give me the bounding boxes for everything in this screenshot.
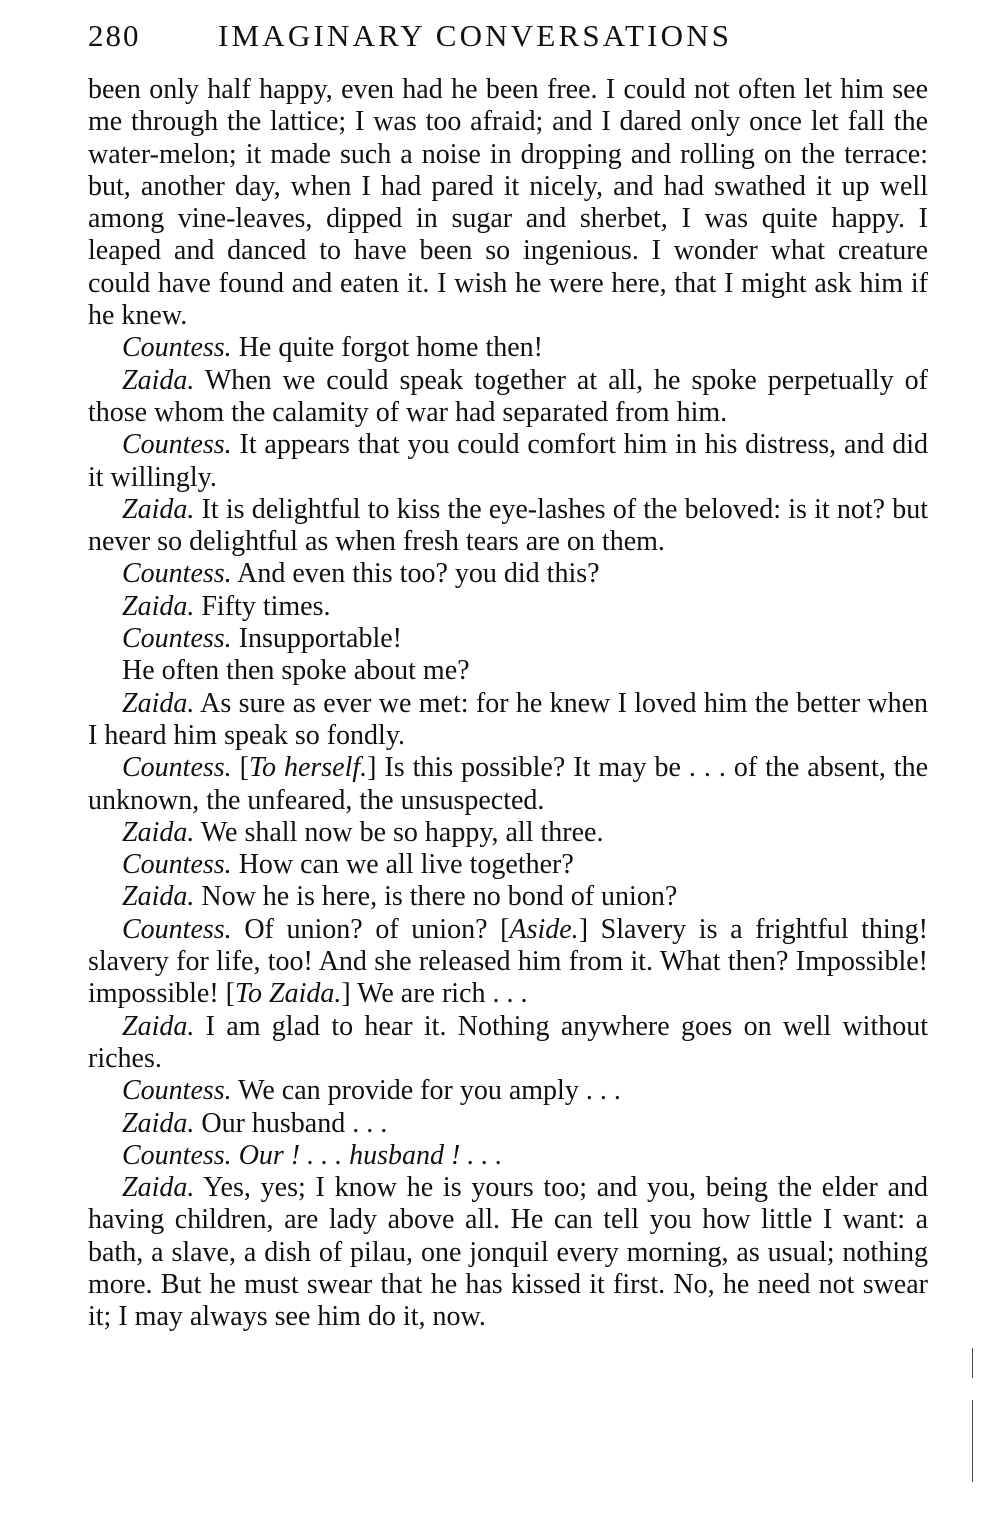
dialogue-line: [88, 655, 928, 687]
dialogue-line: [88, 494, 928, 559]
speech-text: I am glad to hear it. Nothing anywhere goes on well without riches.: [88, 1010, 928, 1074]
stage-direction: To herself.: [248, 752, 368, 784]
speaker-name: Countess.: [122, 623, 232, 655]
paragraph-continuation: [88, 74, 928, 332]
speech-text: Of union? of union? [: [231, 913, 510, 945]
speech-text: When we could speak together at all, he spoke perpetually of those whom the calamity of war had separated from him.: [88, 364, 928, 428]
speech-text: He quite forgot home then!: [231, 332, 543, 364]
dialogue-line: [88, 332, 928, 364]
speech-text: As sure as ever we met: for he knew I loved him the better when I heard him speak so fondly.: [88, 687, 928, 751]
speaker-name: Zaida.: [122, 1107, 195, 1139]
dialogue-line: [88, 429, 928, 494]
speech-text: Now he is here, is there no bond of union?: [194, 881, 678, 913]
dialogue-line: [88, 1108, 928, 1140]
speech-text: Our husband . . .: [194, 1107, 388, 1139]
dialogue-line: [88, 688, 928, 753]
page-number: 280: [88, 18, 141, 53]
speaker-name: Countess.: [122, 752, 232, 784]
speaker-name: Countess.: [122, 1139, 232, 1171]
dialogue-line: [88, 1140, 928, 1172]
dialogue-line: [88, 849, 928, 881]
speaker-name: Countess.: [122, 429, 232, 461]
paragraph-text: been only half happy, even had he been free. I could not often let him see me through the lattice; I was too afraid; and I dared only once let fall the water-melon; it made such a noise in dropping and rolling on the terrace: but, another day, when I had pared it nicely, and had swathed it up well among vine-leaves, dipped in sugar and sherbet, I was quite happy. I leaped and danced to have been so ingenious. I wonder what creature could have found and eaten it. I wish he were here, that I might ask him if he knew.: [88, 74, 928, 332]
speaker-name: Countess.: [122, 1075, 232, 1107]
dialogue-line: [88, 623, 928, 655]
speaker-name: Zaida.: [122, 1172, 195, 1204]
running-title: IMAGINARY CONVERSATIONS: [218, 18, 733, 53]
emphasized-speech: Our ! . . . husband ! . . .: [231, 1139, 503, 1171]
speech-text: We shall now be so happy, all three.: [194, 816, 604, 848]
speech-text: It appears that you could comfort him in his distress, and did it willingly.: [88, 429, 928, 493]
speech-text: How can we all live together?: [231, 849, 574, 881]
speaker-name: Zaida.: [122, 590, 195, 622]
dialogue-line: [88, 1011, 928, 1076]
speech-text: ] Is this possible? It may be . . . of the absent, the unknown, the unfeared, the unsuspected.: [88, 752, 928, 816]
speaker-name: Zaida.: [122, 364, 195, 396]
dialogue-line: [88, 1075, 928, 1107]
speech-text: Yes, yes; I know he is yours too; and you, being the elder and having children, are lady above all. He can tell you how little I want: a bath, a slave, a dish of pilau, one jonquil every morning, as usual; nothing more. But he must swear that he has kissed it first. No, he need not swear it; I may always see him do it, now.: [88, 1172, 928, 1333]
speech-text: ] We are rich . . .: [341, 978, 528, 1010]
speech-text: He often then spoke about me?: [122, 655, 470, 687]
speaker-name: Zaida.: [122, 881, 195, 913]
speaker-name: Countess.: [122, 558, 232, 590]
dialogue-line: [88, 558, 928, 590]
speech-text: Insupportable!: [231, 623, 402, 655]
speaker-name: Countess.: [122, 332, 232, 364]
speaker-name: Zaida.: [122, 687, 195, 719]
speaker-name: Zaida.: [122, 493, 195, 525]
speech-text: It is delightful to kiss the eye-lashes of the beloved: is it not? but never so delightful as when fresh tears are on them.: [88, 493, 928, 558]
speech-text: ] Slavery is a frightful thing! slavery for life, too! And she released him from it. What then? Impossible! impossible! [: [88, 913, 929, 1010]
speech-text: And even this too? you did this?: [231, 558, 600, 590]
dialogue-line: [88, 881, 928, 913]
dialogue-line: [88, 914, 928, 1011]
running-head: [88, 18, 928, 58]
margin-rule: [972, 1348, 973, 1378]
stage-direction: To Zaida.: [235, 978, 342, 1010]
dialogue-line: [88, 365, 928, 430]
speech-text: [: [231, 752, 249, 784]
speaker-name: Zaida.: [122, 816, 195, 848]
dialogue-line: [88, 591, 928, 623]
speaker-name: Zaida.: [122, 1010, 195, 1042]
stage-direction: Aside.: [509, 913, 579, 945]
dialogue-line: [88, 817, 928, 849]
speaker-name: Countess.: [122, 913, 232, 945]
dialogue-text: [88, 74, 928, 1334]
dialogue-line: [88, 1172, 928, 1333]
speech-text: Fifty times.: [194, 590, 331, 622]
speaker-name: Countess.: [122, 849, 232, 881]
speech-text: We can provide for you amply . . .: [231, 1075, 621, 1107]
dialogue-line: [88, 752, 928, 817]
margin-rule: [972, 1400, 973, 1482]
